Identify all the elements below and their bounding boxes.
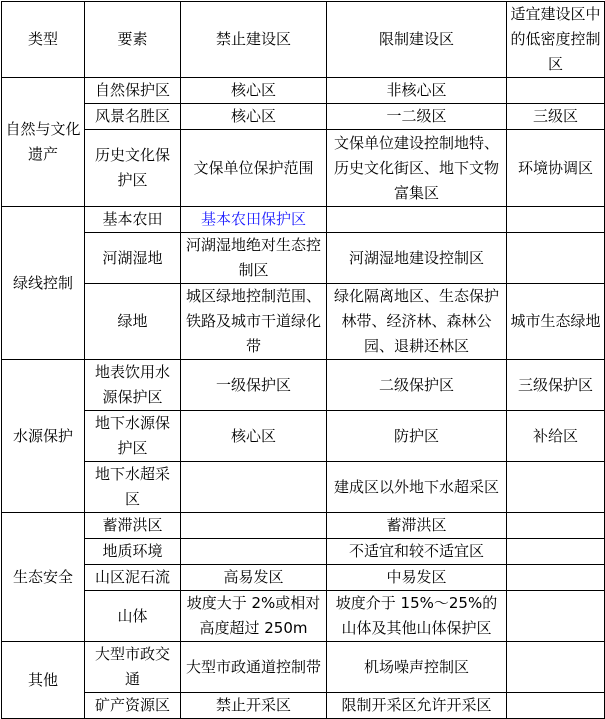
- suitable-cell: [507, 539, 605, 565]
- prohibited-cell: [181, 513, 327, 539]
- restricted-cell: 绿化隔离地区、生态保护林带、经济林、森林公园、退耕还林区: [327, 284, 507, 360]
- table-row: [2, 539, 605, 565]
- group-type-cell: 自然与文化遗产: [2, 78, 85, 207]
- table-row: [2, 284, 605, 360]
- prohibited-cell: 核心区: [181, 78, 327, 104]
- restricted-cell: [327, 207, 507, 233]
- restricted-cell: 非核心区: [327, 78, 507, 104]
- suitable-cell: 三级保护区: [507, 360, 605, 411]
- prohibited-cell: 高易发区: [181, 565, 327, 591]
- element-cell: 地下水超采区: [85, 462, 181, 513]
- table-row: [2, 411, 605, 462]
- prohibited-cell: 城区绿地控制范围、铁路及城市干道绿化带: [181, 284, 327, 360]
- prohibited-cell-highlighted: 基本农田保护区: [181, 207, 327, 233]
- element-cell: 绿地: [85, 284, 181, 360]
- prohibited-cell: 核心区: [181, 104, 327, 130]
- element-cell: 河湖湿地: [85, 233, 181, 284]
- restricted-cell: 建成区以外地下水超采区: [327, 462, 507, 513]
- suitable-cell: [507, 207, 605, 233]
- prohibited-cell: [181, 539, 327, 565]
- table-row: [2, 693, 605, 719]
- suitable-cell: [507, 462, 605, 513]
- prohibited-cell: 一级保护区: [181, 360, 327, 411]
- header-suitable-low-density: 适宜建设区中的低密度控制区: [507, 2, 605, 78]
- restricted-cell: 一二级区: [327, 104, 507, 130]
- prohibited-cell: [181, 462, 327, 513]
- table-row: [2, 462, 605, 513]
- header-restricted: 限制建设区: [327, 2, 507, 78]
- suitable-cell: 城市生态绿地: [507, 284, 605, 360]
- element-cell: 自然保护区: [85, 78, 181, 104]
- group-type-cell: 水源保护: [2, 360, 85, 513]
- table-row: [2, 565, 605, 591]
- restricted-cell: 文保单位建设控制地特、历史文化街区、地下文物富集区: [327, 130, 507, 207]
- group-type-cell: 绿线控制: [2, 207, 85, 360]
- group-type-cell: 其他: [2, 642, 85, 719]
- header-type: 类型: [2, 2, 85, 78]
- suitable-cell: [507, 693, 605, 719]
- prohibited-cell: 河湖湿地绝对生态控制区: [181, 233, 327, 284]
- suitable-cell: [507, 233, 605, 284]
- restricted-cell: 蓄滞洪区: [327, 513, 507, 539]
- table-row: [2, 78, 605, 104]
- header-row: [2, 2, 605, 78]
- element-cell: 历史文化保护区: [85, 130, 181, 207]
- suitable-cell: [507, 78, 605, 104]
- header-prohibited: 禁止建设区: [181, 2, 327, 78]
- element-cell: 地表饮用水源保护区: [85, 360, 181, 411]
- table-row: [2, 104, 605, 130]
- table-row: [2, 513, 605, 539]
- element-cell: 基本农田: [85, 207, 181, 233]
- table-row: [2, 591, 605, 642]
- table-row: [2, 233, 605, 284]
- restricted-cell: 中易发区: [327, 565, 507, 591]
- element-cell: 蓄滞洪区: [85, 513, 181, 539]
- restricted-cell: 二级保护区: [327, 360, 507, 411]
- prohibited-cell: 坡度大于 2%或相对高度超过 250m: [181, 591, 327, 642]
- restricted-cell: 限制开采区允许开采区: [327, 693, 507, 719]
- suitable-cell: 补给区: [507, 411, 605, 462]
- prohibited-cell: 核心区: [181, 411, 327, 462]
- table-row: [2, 360, 605, 411]
- restricted-cell: 防护区: [327, 411, 507, 462]
- table-row: [2, 642, 605, 693]
- element-cell: 山体: [85, 591, 181, 642]
- group-type-cell: 生态安全: [2, 513, 85, 642]
- element-cell: 地下水源保护区: [85, 411, 181, 462]
- element-cell: 风景名胜区: [85, 104, 181, 130]
- zoning-table: [1, 1, 605, 719]
- prohibited-cell: 禁止开采区: [181, 693, 327, 719]
- table-row: [2, 207, 605, 233]
- suitable-cell: [507, 565, 605, 591]
- header-element: 要素: [85, 2, 181, 78]
- element-cell: 地质环境: [85, 539, 181, 565]
- suitable-cell: [507, 591, 605, 642]
- prohibited-cell: 文保单位保护范围: [181, 130, 327, 207]
- suitable-cell: 三级区: [507, 104, 605, 130]
- element-cell: 矿产资源区: [85, 693, 181, 719]
- element-cell: 大型市政交通: [85, 642, 181, 693]
- restricted-cell: 不适宜和较不适宜区: [327, 539, 507, 565]
- table-row: [2, 130, 605, 207]
- element-cell: 山区泥石流: [85, 565, 181, 591]
- prohibited-cell: 大型市政通道控制带: [181, 642, 327, 693]
- suitable-cell: 环境协调区: [507, 130, 605, 207]
- restricted-cell: 河湖湿地建设控制区: [327, 233, 507, 284]
- restricted-cell: 机场噪声控制区: [327, 642, 507, 693]
- restricted-cell: 坡度介于 15%～25%的山体及其他山体保护区: [327, 591, 507, 642]
- suitable-cell: [507, 513, 605, 539]
- suitable-cell: [507, 642, 605, 693]
